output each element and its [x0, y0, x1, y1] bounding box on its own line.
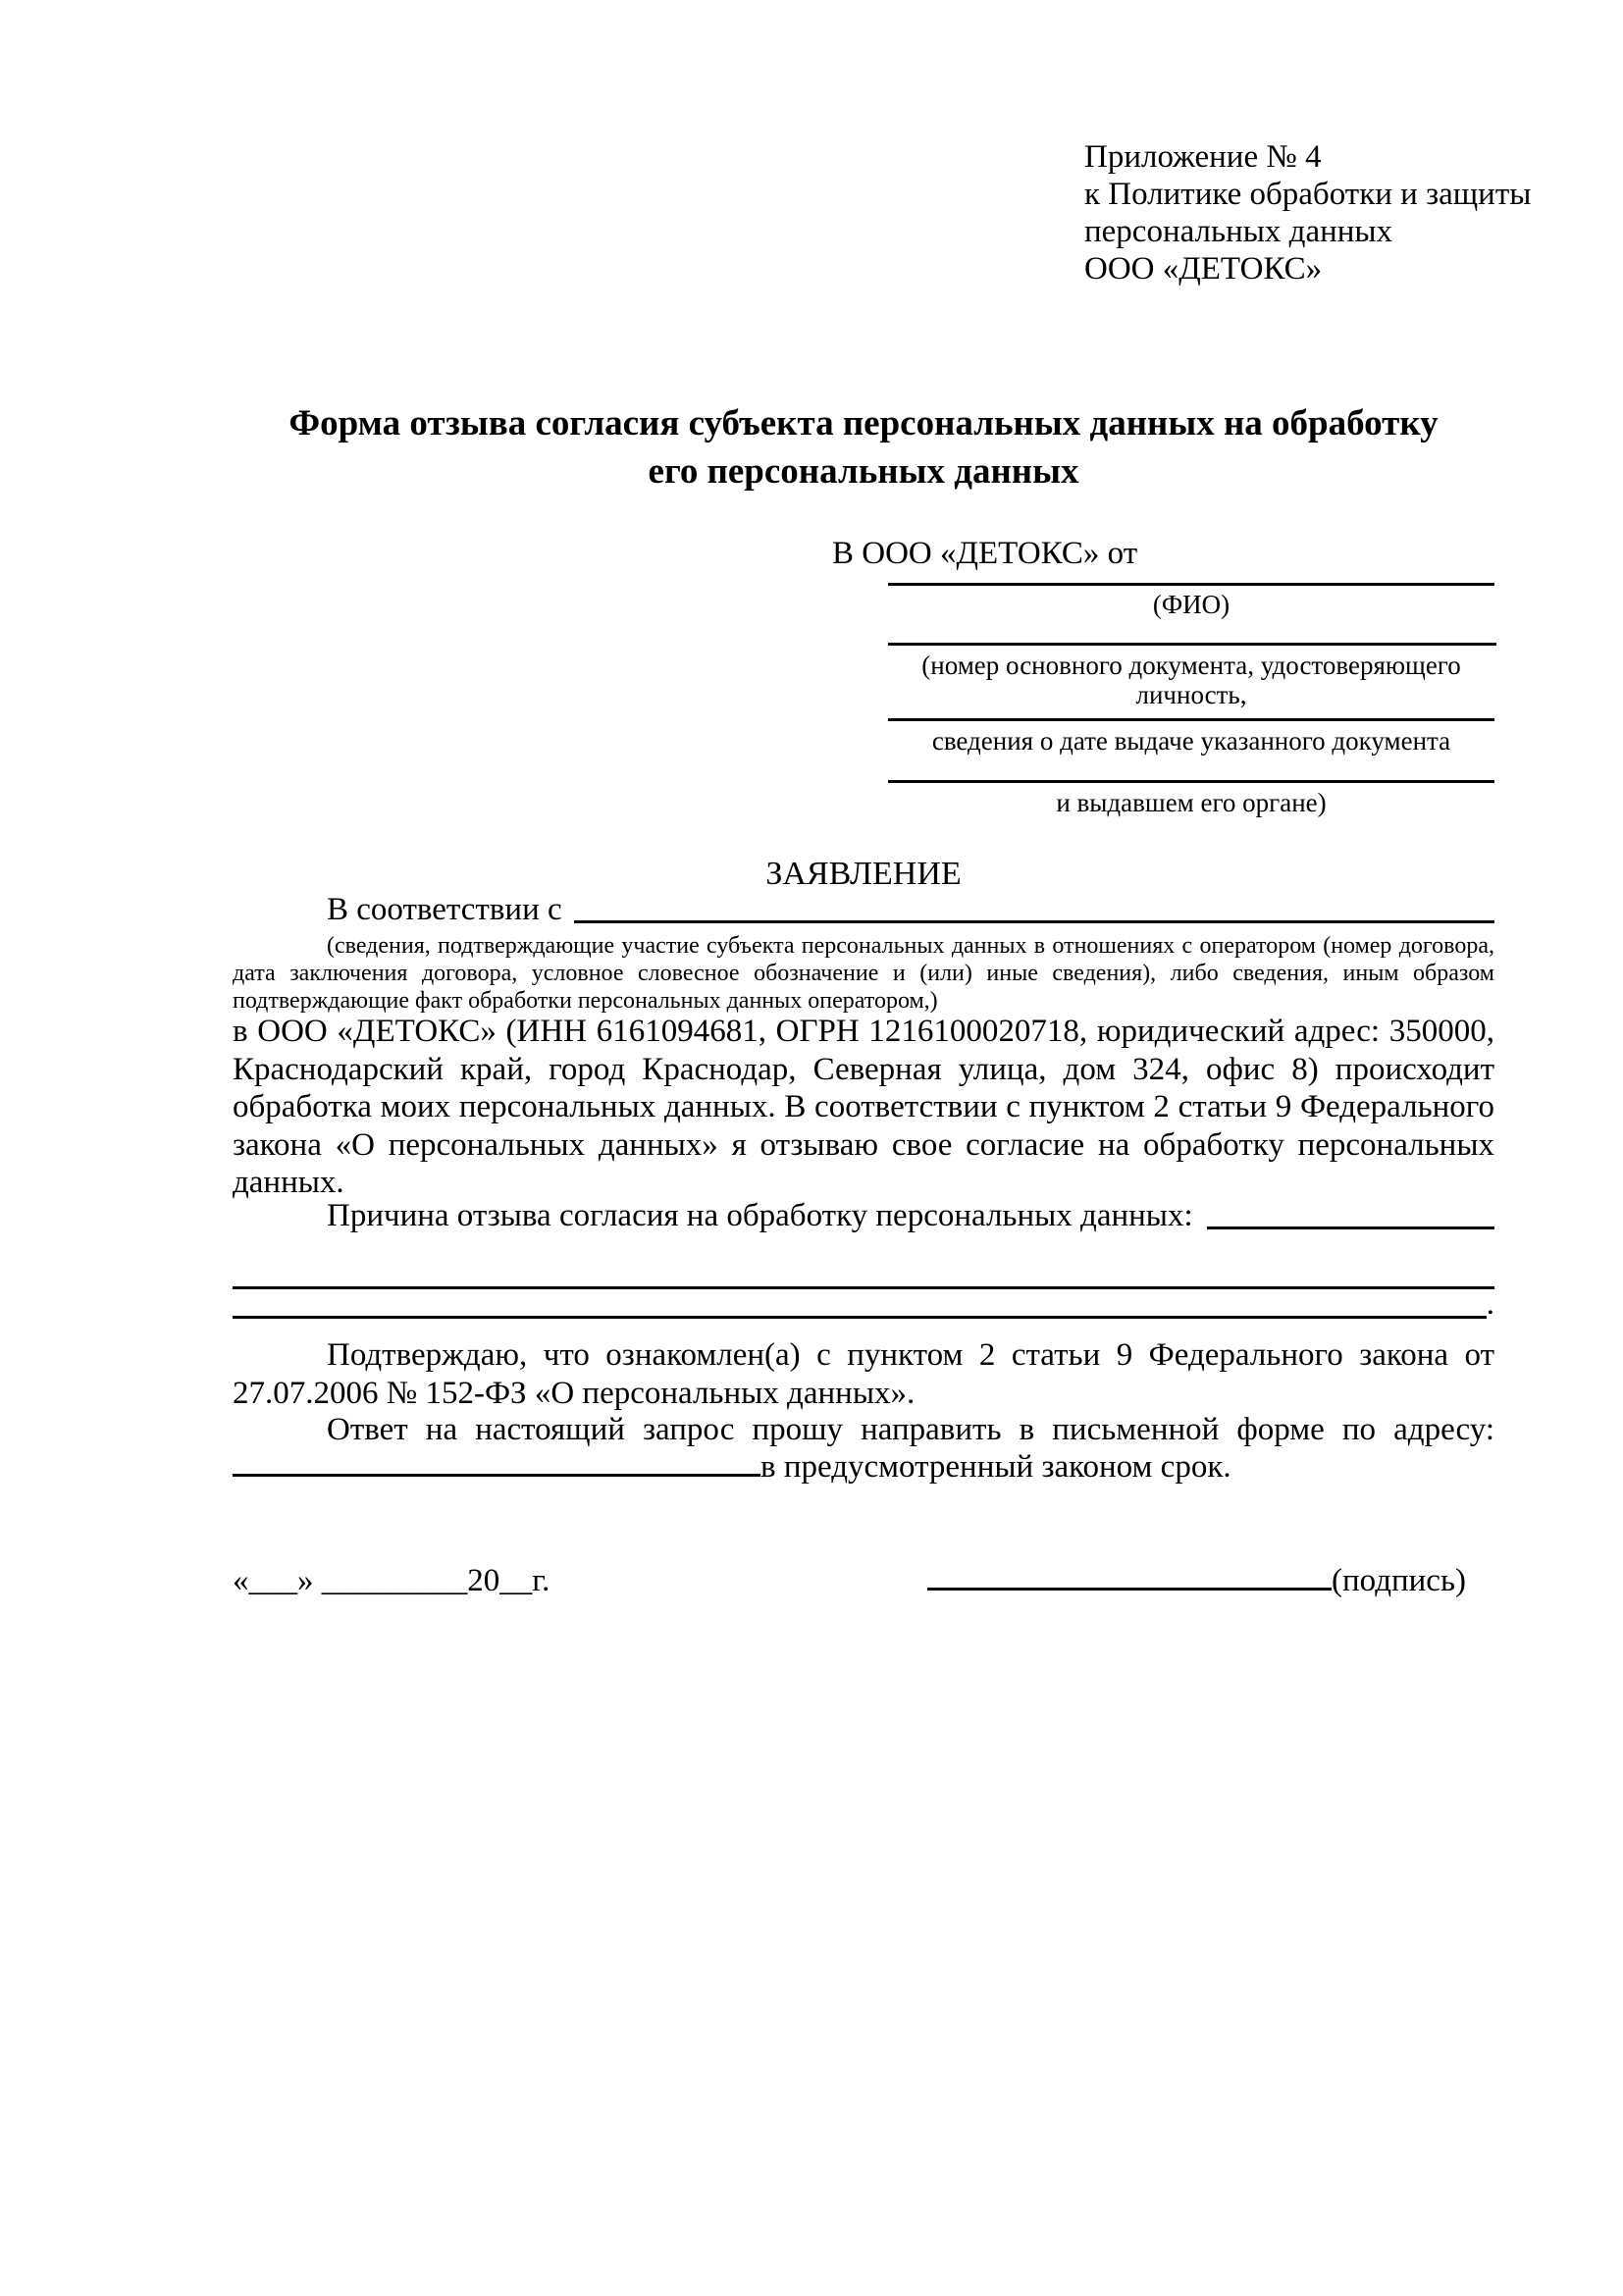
statement-heading: ЗАЯВЛЕНИЕ [765, 856, 962, 892]
appendix-line: ООО «ДЕТОКС» [1084, 251, 1323, 287]
appendix-line: Приложение № 4 [1084, 139, 1322, 175]
reason-row [233, 1197, 1494, 1234]
document-date-blank-line[interactable] [888, 718, 1494, 721]
page-title-line2: его персональных данных [648, 451, 1079, 492]
page-title-line1: Форма отзыва согласия субъекта персональных данных на обработку [288, 403, 1439, 444]
reply-request-line: Ответ на настоящий запрос прошу направить в письменной форме по адресу: [327, 1412, 1494, 1447]
reason-period: . [1486, 1286, 1494, 1322]
issuing-authority-caption: и выдавшем его органе) [1056, 788, 1327, 817]
confirmation-paragraph: Подтверждаю, что ознакомлен(а) с пунктом 2 статьи 9 Федерального закона от 27.07.2006 № 152-ФЗ «О персональных данных». [233, 1337, 1494, 1411]
reason-blank-line[interactable] [1207, 1226, 1494, 1229]
statement-body: в ООО «ДЕТОКС» (ИНН 6161094681, ОГРН 1216100020718, юридический адрес: 350000, Краснодарский край, город Краснодар, Северная улица, дом 324, офис 8) происходит обработка моих персональных данных. В соответствии с пунктом 2 статьи 9 Федерального закона «О персональных данных» я отзываю свое согласие на обработку персональных данных. [233, 1014, 1494, 1200]
document-number-blank-line[interactable] [888, 643, 1496, 646]
document-number-caption: (номер основного документа, удостоверяющего личность, [921, 651, 1461, 709]
fio-blank-line[interactable] [888, 583, 1494, 586]
signature-row [927, 1562, 1466, 1599]
date-line[interactable]: «___» _________20__г. [233, 1563, 550, 1598]
appendix-note [1084, 138, 1531, 287]
addressee-to-line: В ООО «ДЕТОКС» от [832, 536, 1138, 571]
appendix-line: персональных данных [1084, 214, 1393, 249]
reason-continuation-row-2 [233, 1287, 1494, 1323]
page-title [233, 399, 1494, 496]
reason-continuation-line-2[interactable] [233, 1316, 1487, 1319]
signature-caption: (подпись) [1332, 1563, 1466, 1598]
accordance-row [233, 891, 1494, 928]
issuing-authority-blank-line[interactable] [888, 780, 1494, 783]
document-date-caption: сведения о дате выдаче указанного документа [931, 726, 1451, 756]
reply-tail: в предусмотренный законом срок. [760, 1449, 1231, 1485]
accordance-blank-line[interactable] [574, 920, 1494, 923]
reply-address-blank-line[interactable] [233, 1474, 760, 1477]
reply-address-row [233, 1448, 1494, 1486]
fio-caption: (ФИО) [1152, 590, 1230, 619]
statement-footnote: (сведения, подтверждающие участие субъекта персональных данных в отношениях с оператором (номер договора, дата заключения договора, условное словесное обозначение и (или) иные сведения), либо сведения, иным образом подтверждающие факт обработки персональных данных оператором,) [233, 933, 1494, 1014]
reason-label: Причина отзыва согласия на обработку персональных данных: [327, 1198, 1193, 1233]
accordance-prefix: В соответствии с [327, 892, 562, 927]
appendix-line: к Политике обработки и защиты [1084, 177, 1532, 212]
signature-blank-line[interactable] [927, 1588, 1332, 1591]
